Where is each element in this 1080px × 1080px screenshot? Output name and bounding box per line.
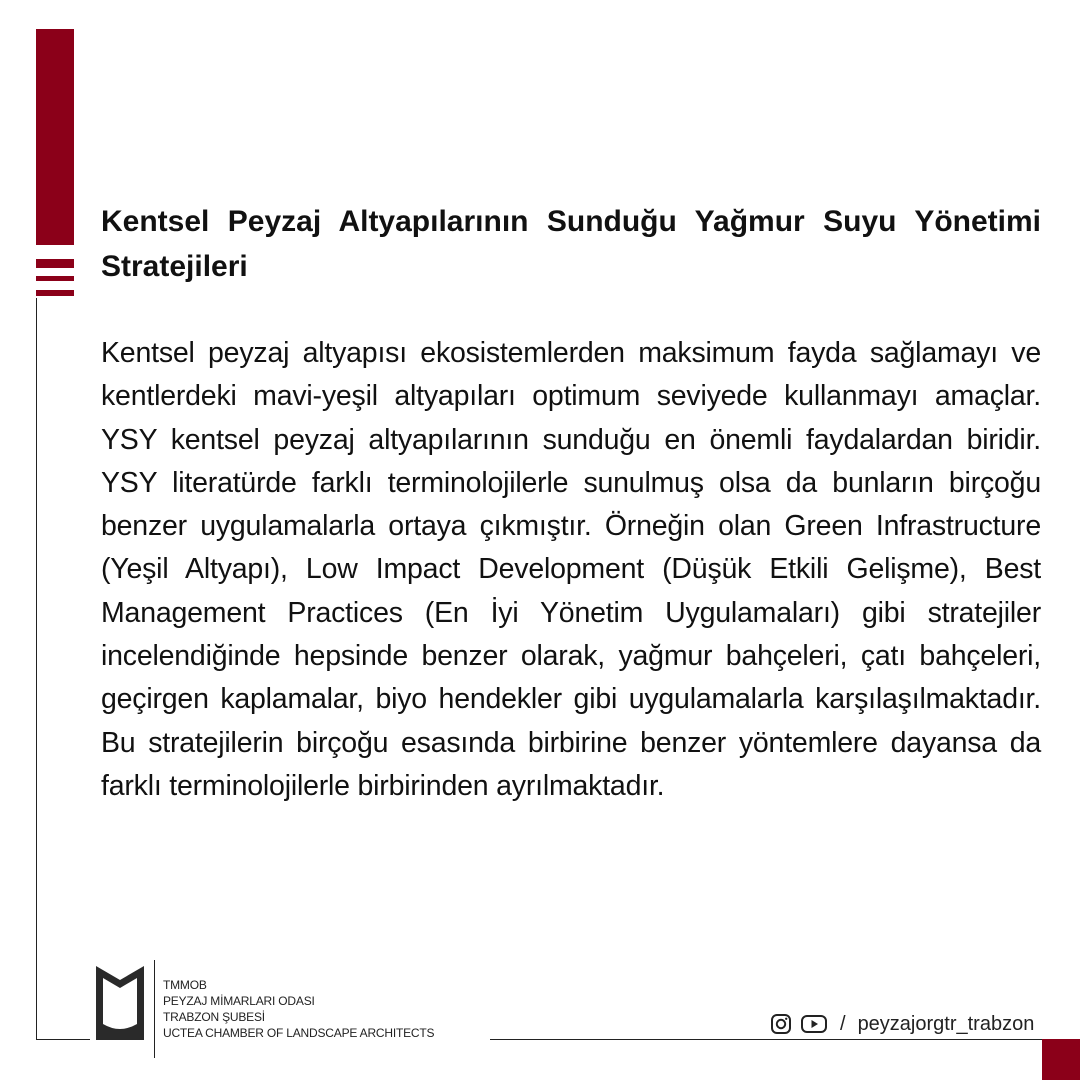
- org-line: TRABZON ŞUBESİ: [163, 1010, 265, 1024]
- accent-stripe: [36, 290, 74, 296]
- corner-square: [1042, 1039, 1080, 1080]
- org-line: PEYZAJ MİMARLARI ODASI: [163, 994, 315, 1008]
- landscape-architects-logo-icon: [94, 964, 146, 1042]
- accent-stripe: [36, 259, 74, 268]
- org-line: TMMOB: [163, 978, 207, 992]
- article-body: Kentsel peyzaj altyapısı ekosistemlerden maksimum fayda sağlamayı ve kentlerdeki mavi-yeşil altyapıları optimum seviyede kullanmayı amaçlar. YSY kentsel peyzaj altyapılarının sunduğu en önemli faydalardan biridir. YSY literatürde farklı terminolojilerle sunulmuş olsa da bunların birçoğu benzer uygulamalarla ortaya çıkmıştır. Örneğin olan Green Infrastructure (Yeşil Altyapı), Low Impact Development (Düşük Etkili Gelişme), Best Management Practices (En İyi Yönetim Uygulamaları) gibi stratejiler incelendiğinde hepsinde benzer olarak, yağmur bahçeleri, çatı bahçeleri, geçirgen kaplamalar, biyo hendekler gibi uygulamalarla karşılaşılmaktadır. Bu stratejilerin birçoğu esasında birbirine benzer yöntemlere dayansa da farklı terminolojilerle birbirinden ayrılmaktadır.: [101, 337, 1041, 802]
- frame-line: [36, 1039, 90, 1040]
- social-handle-text[interactable]: peyzajorgtr_trabzon: [857, 1012, 1035, 1035]
- instagram-icon[interactable]: [770, 1013, 792, 1035]
- frame-line: [490, 1039, 1042, 1040]
- accent-bar: [36, 29, 74, 245]
- org-line: UCTEA CHAMBER OF LANDSCAPE ARCHITECTS: [163, 1026, 435, 1040]
- social-handle: [770, 1010, 1034, 1038]
- accent-stripe: [36, 276, 74, 281]
- frame-line: [36, 298, 37, 1040]
- logo-divider: [154, 960, 155, 1058]
- youtube-icon[interactable]: [800, 1013, 828, 1035]
- article-title: Kentsel Peyzaj Altyapılarının Sunduğu Yağmur Suyu Yönetimi Stratejileri: [101, 205, 1041, 283]
- handle-separator: /: [840, 1012, 846, 1035]
- organization-name: [163, 977, 434, 1041]
